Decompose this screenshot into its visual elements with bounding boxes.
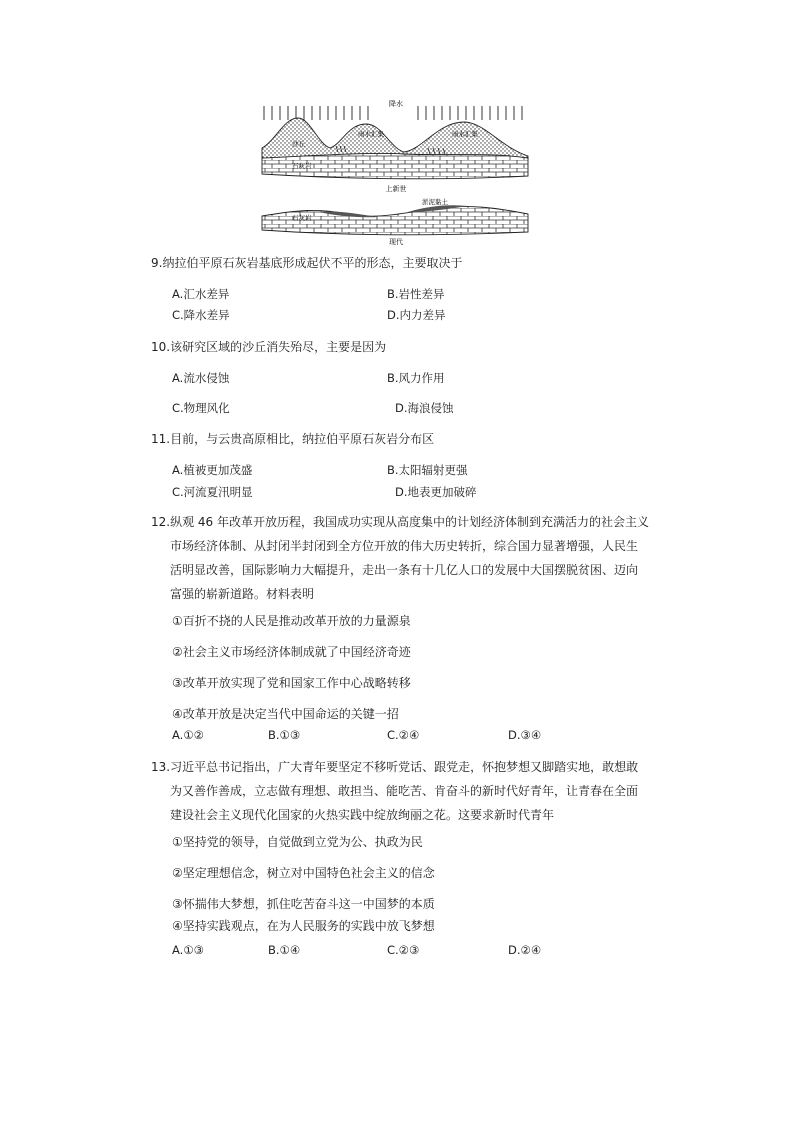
q13-option-d: D.②④ <box>508 943 542 957</box>
q12-stem-line-4: 富强的崭新道路。材料表明 <box>170 587 315 601</box>
q9-option-b: B.岩性差异 <box>387 287 445 301</box>
q11-option-b: B.太阳辐射更强 <box>387 463 468 477</box>
q9-option-d: D.内力差异 <box>387 308 446 322</box>
q13-statement-2: ②坚定理想信念，树立对中国特色社会主义的信念 <box>172 866 435 880</box>
label-limestone-bottom: 石灰岩 <box>292 214 312 222</box>
label-collect-left: 雨水汇集 <box>358 130 384 138</box>
q11-stem: 11.目前，与云贵高原相比，纳拉伯平原石灰岩分布区 <box>151 432 435 446</box>
q13-stem-line-3: 建设社会主义现代化国家的火热实践中绽放绚丽之花。这要求新时代青年 <box>170 808 555 822</box>
q10-option-a: A.流水侵蚀 <box>172 371 230 385</box>
label-pliocene: 上新世 <box>385 185 407 193</box>
q10-option-d: D.海浪侵蚀 <box>395 401 454 415</box>
q13-statement-1: ①坚持党的领导，自觉做到立党为公、执政为民 <box>172 835 423 849</box>
label-dune: 沙丘 <box>292 140 305 148</box>
q12-option-a: A.①② <box>172 728 204 742</box>
q9-stem: 9.纳拉伯平原石灰岩基底形成起伏不平的形态，主要取决于 <box>151 256 463 270</box>
q9-option-c: C.降水差异 <box>172 308 230 322</box>
q12-option-d: D.③④ <box>508 728 542 742</box>
q12-statement-4: ④改革开放是决定当代中国命运的关键一招 <box>172 707 399 721</box>
q12-statement-2: ②社会主义市场经济体制成就了中国经济奇迹 <box>172 645 411 659</box>
label-modern: 现代 <box>389 238 403 246</box>
rain-arrows <box>264 106 522 120</box>
q11-option-c: C.河流夏汛明显 <box>172 485 253 499</box>
q13-statement-3: ③怀揣伟大梦想，抓住吃苦奋斗这一中国梦的本质 <box>172 897 435 911</box>
q12-stem-line-3: 活明显改善，国际影响力大幅提升，走出一条有十几亿人口的发展中大国摆脱贫困、迈向 <box>170 563 639 577</box>
label-clay: 淤泥黏土 <box>422 198 448 206</box>
q13-option-c: C.②③ <box>387 943 420 957</box>
q11-option-d: D.地表更加破碎 <box>395 485 477 499</box>
landform-evolution-diagram <box>258 96 534 246</box>
q13-option-a: A.①③ <box>172 943 204 957</box>
q12-statement-3: ③改革开放实现了党和国家工作中心战略转移 <box>172 676 411 690</box>
label-collect-right: 雨水汇集 <box>452 130 478 138</box>
q12-statement-1: ①百折不挠的人民是推动改革开放的力量源泉 <box>172 614 411 628</box>
q12-option-c: C.②④ <box>387 728 420 742</box>
q10-option-b: B.风力作用 <box>387 371 445 385</box>
q13-statement-4: ④坚持实践观点，在为人民服务的实践中放飞梦想 <box>172 919 435 933</box>
label-limestone-top: 石灰岩 <box>292 162 312 170</box>
q11-option-a: A.植被更加茂盛 <box>172 463 253 477</box>
q12-option-b: B.①③ <box>268 728 301 742</box>
q13-stem-line-2: 为又善作善成，立志做有理想、敢担当、能吃苦、肯奋斗的新时代好青年，让青春在全面 <box>170 784 639 798</box>
q12-stem-line-1: 12.纵观 46 年改革开放历程，我国成功实现从高度集中的计划经济体制到充满活力的社会主义 <box>151 515 649 529</box>
q13-option-b: B.①④ <box>268 943 301 957</box>
q9-option-a: A.汇水差异 <box>172 287 230 301</box>
q13-stem <box>151 755 651 827</box>
q12-stem-line-2: 市场经济体制、从封闭半封闭到全方位开放的伟大历史转折，综合国力显著增强，人民生 <box>170 539 639 553</box>
q12-stem <box>151 510 651 606</box>
q10-option-c: C.物理风化 <box>172 401 230 415</box>
q10-stem: 10.该研究区域的沙丘消失殆尽，主要是因为 <box>151 340 387 354</box>
q13-stem-line-1: 13.习近平总书记指出，广大青年要坚定不移听党话、跟党走，怀抱梦想又脚踏实地，敢想敢 <box>151 760 639 774</box>
label-rain: 降水 <box>389 100 403 108</box>
